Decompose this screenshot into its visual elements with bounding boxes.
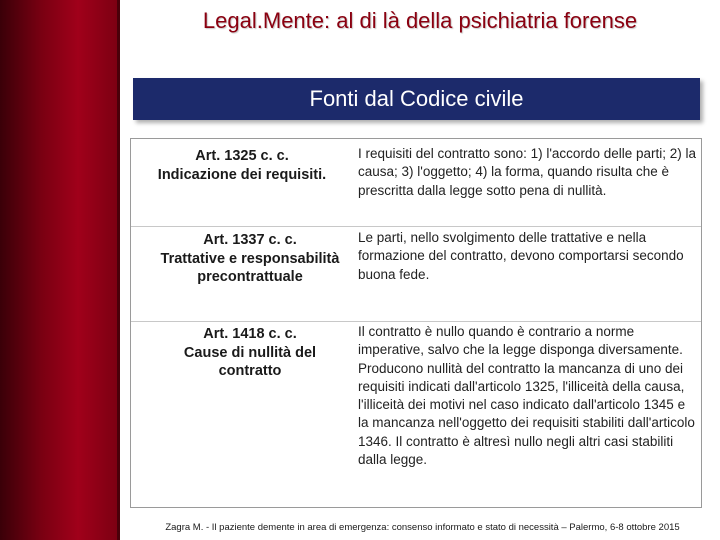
article-subject: Cause di nullità del contratto [183, 344, 317, 379]
article-subject: Trattative e responsabilità precontrattuale [160, 250, 340, 285]
article-heading [155, 231, 345, 287]
article-number: Art. 1325 c. c. [195, 148, 289, 164]
footer-citation: Zagra M. - Il paziente demente in area di emergenza: consenso informato e stato di necessità – Palermo, 6-8 ottobre 2015 [165, 522, 680, 533]
sidebar-decoration [0, 0, 120, 540]
article-heading [131, 147, 353, 184]
article-text: Il contratto è nullo quando è contrario a norme imperative, salvo che la legge disponga diversamente. Producono nullità del contratto la mancanza di uno dei requisiti indicati dall'articolo 1325, l'illiceità della causa, l'illiceità dei motivi nel caso indicato dall'articolo 1345 e la mancanza nell'oggetto dei requisiti stabiliti dall'articolo 1346. Il contratto è altresì nullo negli altri casi stabiliti dalla legge. [358, 324, 695, 468]
article-heading [155, 325, 345, 381]
slide-title: Legal.Mente: al di là della psichiatria forense [202, 8, 638, 33]
articles-table [130, 138, 702, 508]
article-row [131, 139, 701, 227]
article-text: I requisiti del contratto sono: 1) l'accordo delle parti; 2) la causa; 3) l'oggetto; 4) la forma, quando risulta che è prescritta dalla legge sotto pena di nullità. [358, 146, 697, 198]
article-row [131, 321, 701, 507]
article-number: Art. 1418 c. c. [203, 326, 297, 342]
banner-text: Fonti dal Codice civile [309, 86, 524, 111]
article-row [131, 226, 701, 322]
sidebar-edge [117, 0, 120, 540]
article-number: Art. 1337 c. c. [203, 232, 297, 248]
article-subject: Indicazione dei requisiti. [157, 166, 327, 183]
section-banner [133, 78, 700, 120]
article-text: Le parti, nello svolgimento delle trattative e nella formazione del contratto, devono comportarsi secondo buona fede. [358, 230, 684, 282]
